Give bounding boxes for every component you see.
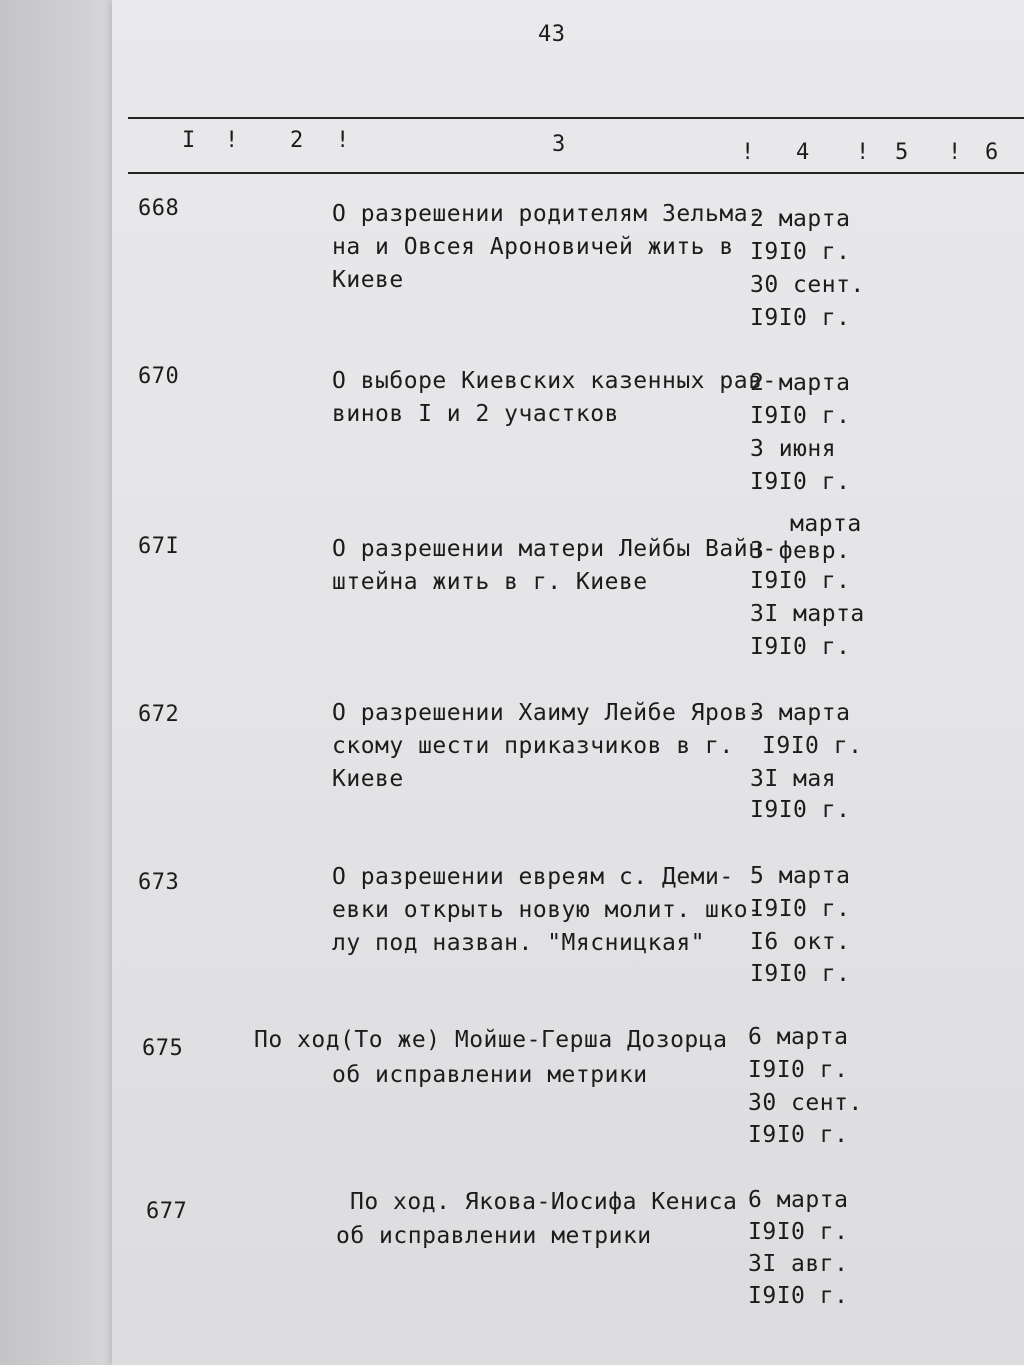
header-top-rule	[128, 117, 1024, 119]
subject-line: лу под назван. "Мясницкая"	[332, 930, 706, 956]
date-line: I9I0 г.	[750, 896, 851, 922]
subject-line: Киеве	[332, 766, 404, 792]
row-number: 67I	[138, 534, 180, 559]
date-line: 3I авг.	[748, 1251, 849, 1277]
date-line: I9I0 г.	[748, 1057, 849, 1083]
date-line: 3I марта	[750, 601, 865, 627]
date-line: 2 марта	[750, 206, 851, 232]
previous-page-edge	[0, 0, 120, 1365]
subject-line: О разрешении родителям Зельма-	[332, 201, 763, 227]
date-line: 6 марта	[748, 1024, 849, 1050]
subject-line: О разрешении евреям с. Деми-	[332, 864, 734, 890]
subject-line: О разрешении матери Лейбы Вайн-	[332, 536, 777, 562]
date-line: марта	[790, 511, 862, 537]
header-bottom-rule	[128, 172, 1024, 174]
subject-line: скому шести приказчиков в г.	[332, 733, 734, 759]
date-line: I9I0 г.	[748, 1283, 849, 1309]
column-header-3: 3	[552, 132, 566, 157]
subject-line: винов I и 2 участков	[332, 401, 619, 427]
date-line: 3 марта	[750, 700, 851, 726]
column-header-1: I	[182, 128, 196, 153]
date-line: I9I0 г.	[748, 1219, 849, 1245]
date-line: 3 июня	[750, 436, 837, 462]
date-line: 30 сент.	[750, 272, 865, 298]
column-separator: !	[225, 128, 239, 153]
date-line: I9I0 г.	[750, 305, 851, 331]
subject-line: штейна жить в г. Киеве	[332, 569, 648, 595]
date-line: I9I0 г.	[750, 568, 851, 594]
date-line: I9I0 г.	[748, 1122, 849, 1148]
subject-line: об исправлении метрики	[336, 1223, 652, 1249]
row-number: 673	[138, 870, 180, 895]
date-line: I9I0 г.	[750, 403, 851, 429]
column-separator: !	[948, 140, 962, 165]
column-separator: !	[336, 128, 350, 153]
date-line: 3I мая	[750, 766, 837, 792]
subject-line: об исправлении метрики	[332, 1062, 648, 1088]
date-line: 3 февр.	[750, 538, 851, 564]
date-line: 5 марта	[750, 863, 851, 889]
date-line: 6 марта	[748, 1187, 849, 1213]
date-line: 2 марта	[750, 370, 851, 396]
column-separator: !	[741, 140, 755, 165]
date-line: 30 сент.	[748, 1090, 863, 1116]
date-line: I9I0 г.	[750, 797, 851, 823]
subject-prefix-line: По ход(То же) Мойше-Герша Дозорца	[254, 1027, 728, 1053]
date-line: I9I0 г.	[750, 634, 851, 660]
row-number: 668	[138, 196, 180, 221]
date-line: I9I0 г.	[750, 239, 851, 265]
row-number: 675	[142, 1036, 184, 1061]
column-separator: !	[856, 140, 870, 165]
row-number: 672	[138, 702, 180, 727]
subject-line: Киеве	[332, 267, 404, 293]
column-header-5: 5	[895, 140, 909, 165]
column-header-2: 2	[290, 128, 304, 153]
column-header-4: 4	[796, 140, 810, 165]
date-line: I6 окт.	[750, 929, 851, 955]
subject-line: евки открыть новую молит. шко-	[332, 897, 763, 923]
subject-line: О выборе Киевских казенных рав-	[332, 368, 777, 394]
subject-line: О разрешении Хаиму Лейбе Яров-	[332, 700, 763, 726]
page-number: 43	[538, 22, 566, 47]
date-line: I9I0 г.	[762, 733, 863, 759]
row-number: 670	[138, 364, 180, 389]
subject-line: По ход. Якова-Иосифа Кениса	[350, 1189, 738, 1215]
date-line: I9I0 г.	[750, 961, 851, 987]
row-number: 677	[146, 1199, 188, 1224]
column-header-6: 6	[985, 140, 999, 165]
subject-line: на и Овсея Ароновичей жить в	[332, 234, 734, 260]
date-line: I9I0 г.	[750, 469, 851, 495]
